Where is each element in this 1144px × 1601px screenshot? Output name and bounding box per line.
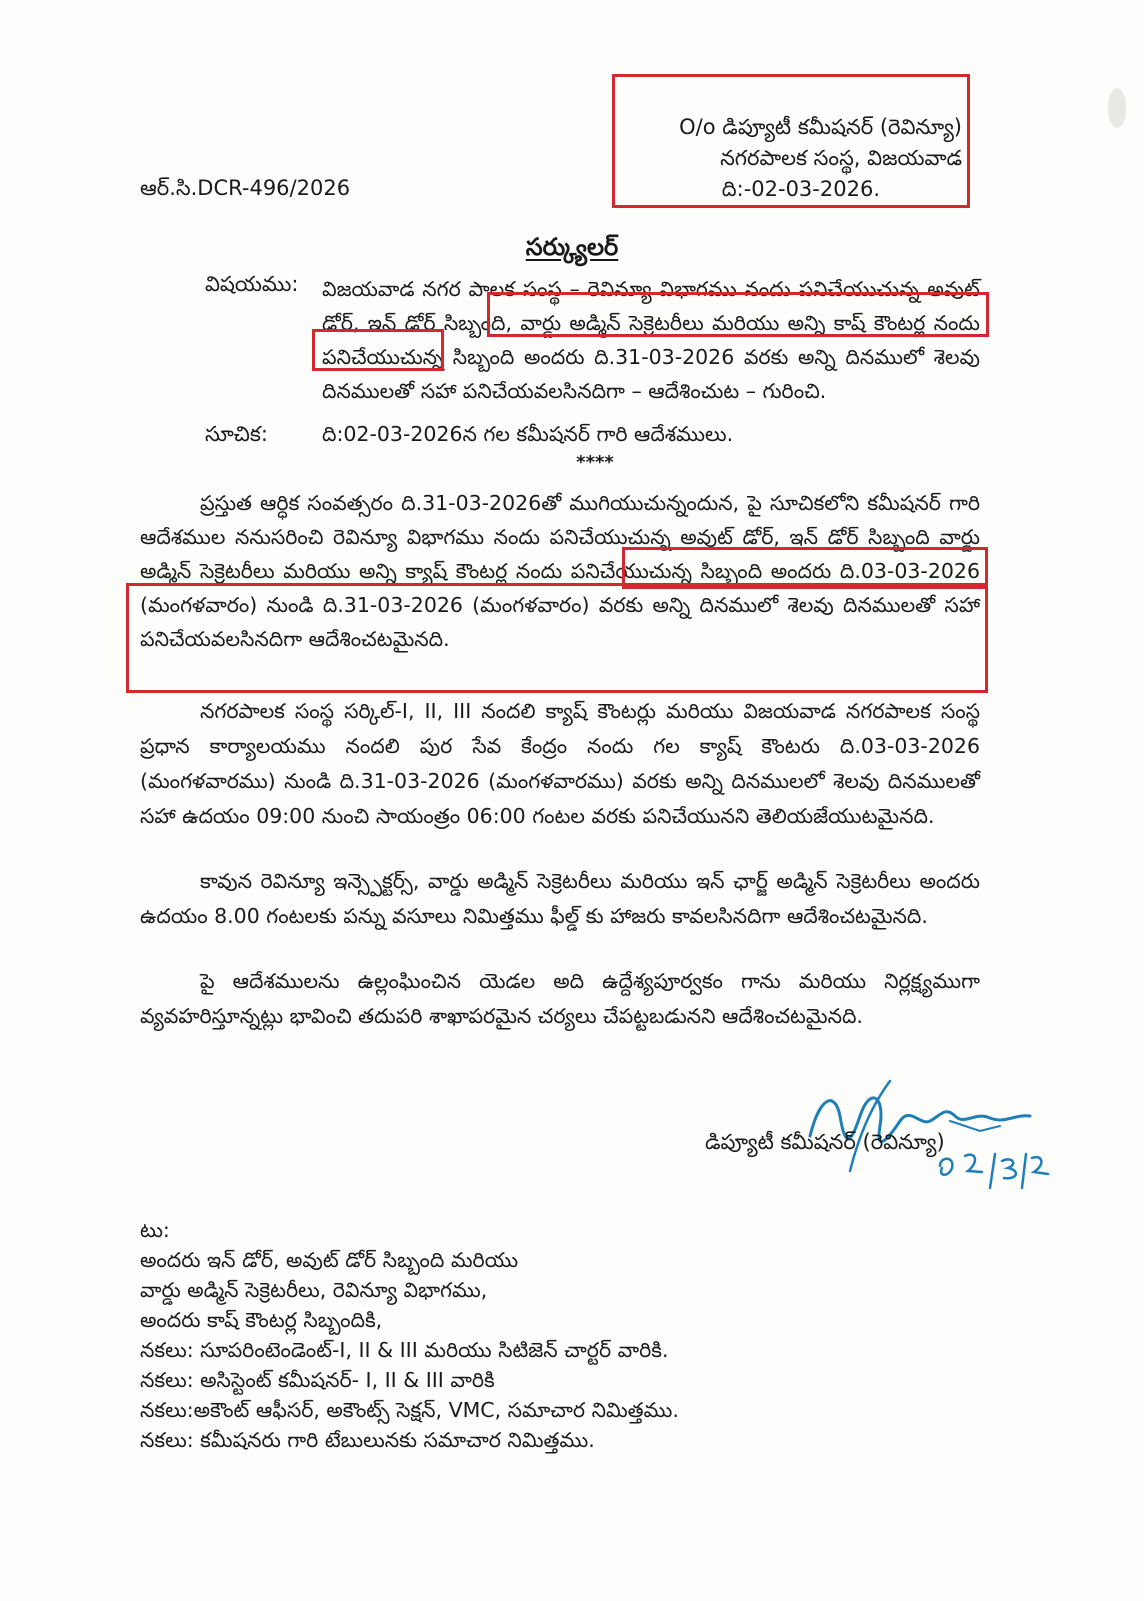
distribution-list [140,1215,679,1455]
highlight-box-subject-1 [487,292,989,337]
subject-text: విజయవాడ నగర పాలక సంస్థ – రెవిన్యూ విభాగము నందు పనిచేయుచున్న అవుట్ డోర్, ఇన్ డోర్ సిబ్బంది, వార్డు అడ్మిన్ సెక్రెటరీలు మరియు అన్ని కాష్ కౌంటర్ల నందు పనిచేయుచున్న సిబ్బంది అందరు ది.31-03-2026 వరకు అన్ని దినములో శెలవు దినములతో సహా పనిచేయవలసినదిగా – ఆదేశించుట – గురించి. [322,277,980,403]
highlight-box-subject-2 [312,329,444,371]
highlight-box-office [612,74,970,208]
to-label: టు: [140,1218,170,1242]
document-title [0,233,1144,267]
reference-number: ఆర్.సి.DCR-496/2026 [140,176,351,200]
paragraph-4: పై ఆదేశములను ఉల్లంఘించిన యెడల అది ఉద్దేశ్యపూర్వకం గాను మరియు నిర్లక్ష్యముగా వ్యవహరిస్తూన్నట్లు భావించి తదుపరి శాఖాపరమైన చర్యలు చేపట్టబడునని ఆదేశించటమైనది. [140,969,980,1028]
highlight-box-para-2 [126,583,988,693]
distribution-line: వార్డు అడ్మిన్ సెక్రెటరీలు, రెవిన్యూ విభాగము, [140,1278,488,1302]
distribution-line: నకలు: కమీషనరు గారి టేబులునకు సమాచార నిమిత్తము. [140,1428,595,1452]
separator-stars: **** [576,452,614,473]
distribution-line: నకలు:అకౌంట్ ఆఫీసర్, అకౌంట్స్ సెక్షన్, VMC, సమాచార నిమిత్తము. [140,1398,679,1422]
paragraph-2: నగరపాలక సంస్థ సర్కిల్-I, II, III నందలి క్యాష్ కౌంటర్లు మరియు విజయవాడ నగరపాలక సంస్థ ప్రధాన కార్యాలయము నందలి పుర సేవ కేంద్రం నందు గల క్యాష్ కౌంటరు ది.03-03-2026 (మంగళవారము) నుండి ది.31-03-2026 (మంగళవారము) వరకు అన్ని దినములలో శెలవు దినములతో సహా ఉదయం 09:00 నుంచి సాయంత్రం 06:00 గంటల వరకు పనిచేయునని తెలియజేయుటమైనది. [140,699,980,828]
scan-edge-mark [1108,88,1126,128]
signatory-designation: డిప్యూటీ కమీషనర్ (రెవిన్యూ) [705,1130,945,1154]
distribution-line: అందరు ఇన్ డోర్, అవుట్ డోర్ సిబ్బంది మరియు [140,1248,519,1272]
paragraph-1: ప్రస్తుత ఆర్ధిక సంవత్సరం ది.31-03-2026తో ముగియుచున్నందున, పై సూచికలోని కమీషనర్ గారి ఆదేశముల ననుసరించి రెవిన్యూ విభాగము నందు పనిచేయుచున్న అవుట్ డోర్, ఇన్ డోర్ సిబ్బంది వార్డు అడ్మిన్ సెక్రెటరీలు మరియు అన్ని క్యాష్ కౌంటర్ల నందు పనిచేయుచున్న సిబ్బంది అందరు ది.03-03-2026 (మంగళవారం) నుండి ది.31-03-2026 (మంగళవారం) వరకు అన్ని దినములో శెలవు దినములతో సహా పనిచేయవలసినదిగా ఆదేశించటమైనది. [140,491,980,651]
title-text: సర్క్యులర్ [525,233,619,261]
office-line-2: నగరపాలక సంస్థ, విజయవాడ [720,146,962,170]
office-date: ది:-02-03-2026. [721,177,880,201]
office-line-1: O/o డిప్యూటీ కమీషనర్ (రెవిన్యూ) [679,115,962,139]
distribution-line: అందరు కాష్ కౌంటర్ల సిబ్బందికి, [140,1308,383,1332]
distribution-line: నకలు: అసిస్టెంట్ కమీషనర్- I, II & III వారికి [140,1368,495,1392]
reference-text: ది:02-03-2026న గల కమీషనర్ గారి ఆదేశములు. [322,422,734,446]
paragraph-3: కావున రెవిన్యూ ఇన్స్పెక్టర్స్, వార్డు అడ్మిన్ సెక్రెటరీలు మరియు ఇన్ ఛార్జ్ అడ్మిన్ సెక్రెటరీలు అందరు ఉదయం 8.00 గంటలకు పన్ను వసూలు నిమిత్తము ఫీల్డ్ కు హాజరు కావలసినదిగా ఆదేశించటమైనది. [140,869,980,928]
subject-label: విషయము: [205,272,299,296]
reference-label: సూచిక: [205,422,268,446]
distribution-line: నకలు: సూపరింటెండెంట్-I, II & III మరియు సిటిజెన్ చార్టర్ వారికి. [140,1338,669,1362]
